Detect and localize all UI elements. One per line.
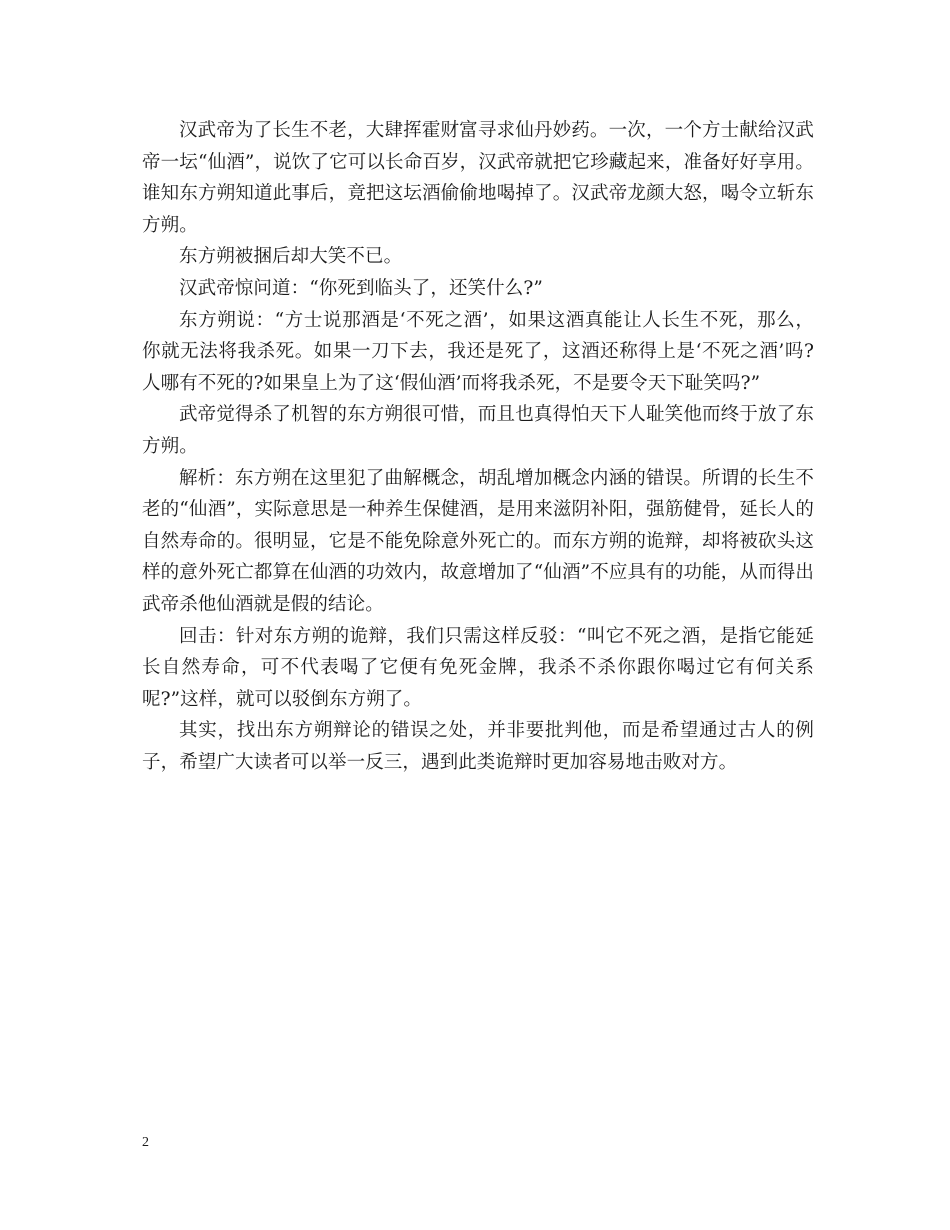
paragraph-story-intro: 汉武帝为了长生不老，大肆挥霍财富寻求仙丹妙药。一次，一个方士献给汉武帝一坛“仙酒”，说饮了它可以长命百岁，汉武帝就把它珍藏起来，准备好好享用。谁知东方朔知道此事后，竟把这坛酒偷偷地喝掉了。汉武帝龙颜大怒，喝令立斩东方朔。 xyxy=(142,120,814,236)
paragraph-emperor-releases: 武帝觉得杀了机智的东方朔很可惜，而且也真得怕天下人耻笑他而终于放了东方朔。 xyxy=(142,404,814,457)
paragraph-conclusion: 其实，找出东方朔辩论的错误之处，并非要批判他，而是希望通过古人的例子，希望广大读者可以举一反三，遇到此类诡辩时更加容易地击败对方。 xyxy=(142,720,814,773)
body-text xyxy=(142,115,814,778)
paragraph-analysis: 解析：东方朔在这里犯了曲解概念，胡乱增加概念内涵的错误。所谓的长生不老的“仙酒”，实际意思是一种养生保健酒，是用来滋阴补阳，强筋健骨，延长人的自然寿命的。很明显，它是不能免除意外死亡的。而东方朔的诡辩，却将被砍头这样的意外死亡都算在仙酒的功效内，故意增加了“仙酒”不应具有的功能，从而得出武帝杀他仙酒就是假的结论。 xyxy=(142,467,814,615)
paragraph-rebuttal: 回击：针对东方朔的诡辩，我们只需这样反驳：“叫它不死之酒，是指它能延长自然寿命，可不代表喝了它便有免死金牌，我杀不杀你跟你喝过它有何关系呢?”这样，就可以驳倒东方朔了。 xyxy=(142,625,814,710)
paragraph-dongfang-reply: 东方朔说：“方士说那酒是‘不死之酒’，如果这酒真能让人长生不死，那么，你就无法将我杀死。如果一刀下去，我还是死了，这酒还称得上是‘不死之酒’吗?人哪有不死的?如果皇上为了这‘假仙酒’而将我杀死，不是要令天下耻笑吗?” xyxy=(142,309,814,394)
paragraph-emperor-asks: 汉武帝惊问道：“你死到临头了，还笑什么?” xyxy=(179,277,543,299)
paragraph-laughing: 东方朔被捆后却大笑不已。 xyxy=(179,246,403,268)
page-number: 2 xyxy=(142,1135,149,1150)
